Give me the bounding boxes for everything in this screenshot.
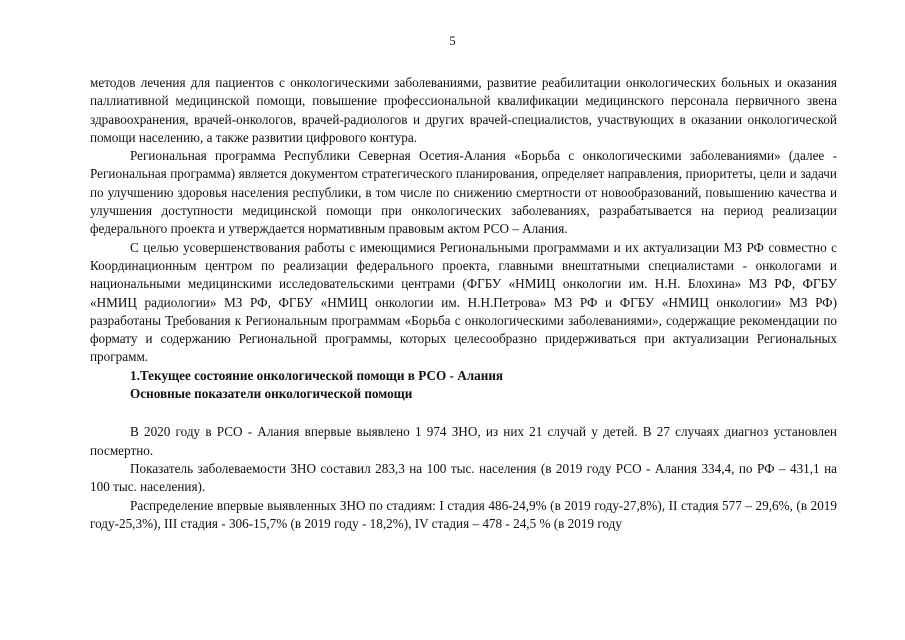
paragraph-incidence-rate: Показатель заболеваемости ЗНО составил 283,3 на 100 тыс. населения (в 2019 году РСО - Алания 334,4, по РФ – 431,1 на 100 тыс. населения).: [90, 460, 837, 495]
paragraph-regional-program: Региональная программа Республики Северная Осетия-Алания «Борьба с онкологическими заболеваниями» (далее - Региональная программа) является документом стратегического планирования, определяет направления, приоритеты, цели и задачи по улучшению здоровья населения республики, в том числе по снижению смертности от новообразований, повышению качества и улучшения доступности медицинской помощи при онкологических заболеваниях, разрабатывается на период реализации федерального проекта и утверждается нормативным правовым актом РСО – Алания.: [90, 148, 837, 237]
page-number: 5: [449, 34, 456, 48]
paragraph-new-cases: В 2020 году в РСО - Алания впервые выявлено 1 974 ЗНО, из них 21 случай у детей. В 27 случаях диагноз установлен посмертно.: [90, 424, 837, 458]
document-body: [90, 74, 837, 533]
section-heading: 1.Текущее состояние онкологической помощи в РСО - Алания: [130, 367, 504, 383]
paragraph-stage-distribution: Распределение впервые выявленных ЗНО по стадиям: I стадия 486-24,9% (в 2019 году-27,8%), II стадия 577 – 29,6%, (в 2019 году-25,3%), III стадия - 306-15,7% (в 2019 году - 18,2%), IV стадия – 478 - 24,5 % (в 2019 году: [90, 497, 837, 531]
subsection-heading: Основные показатели онкологической помощи: [130, 386, 413, 402]
paragraph-program-requirements: С целью усовершенствования работы с имеющимися Региональными программами и их актуализации МЗ РФ совместно с Координационным центром по реализации федерального проекта, главными внештатными специалистами - онкологами и национальными медицинскими исследовательскими центрами (ФГБУ «НМИЦ онкологии им. Н.Н. Блохина» МЗ РФ, ФГБУ «НМИЦ радиологии» МЗ РФ, ФГБУ «НМИЦ онкологии им. Н.Н.Петрова» МЗ РФ и ФГБУ «НМИЦ онкологии» МЗ РФ) разработаны Требования к Региональным программам «Борьба с онкологическими заболеваниями», содержащие рекомендации по формату и содержанию Региональной программы, которых целесообразно придерживаться при актуализации Региональных программ.: [90, 239, 837, 365]
paragraph-treatment-methods: методов лечения для пациентов с онкологическими заболеваниями, развитие реабилитации онкологических больных и оказания паллиативной медицинской помощи, повышение профессиональной квалификации медицинского персонала первичного звена здравоохранения, врачей-онкологов, врачей-радиологов и других врачей-специалистов, участвующих в оказании онкологической помощи населению, а также развитии цифрового контура.: [90, 75, 837, 145]
